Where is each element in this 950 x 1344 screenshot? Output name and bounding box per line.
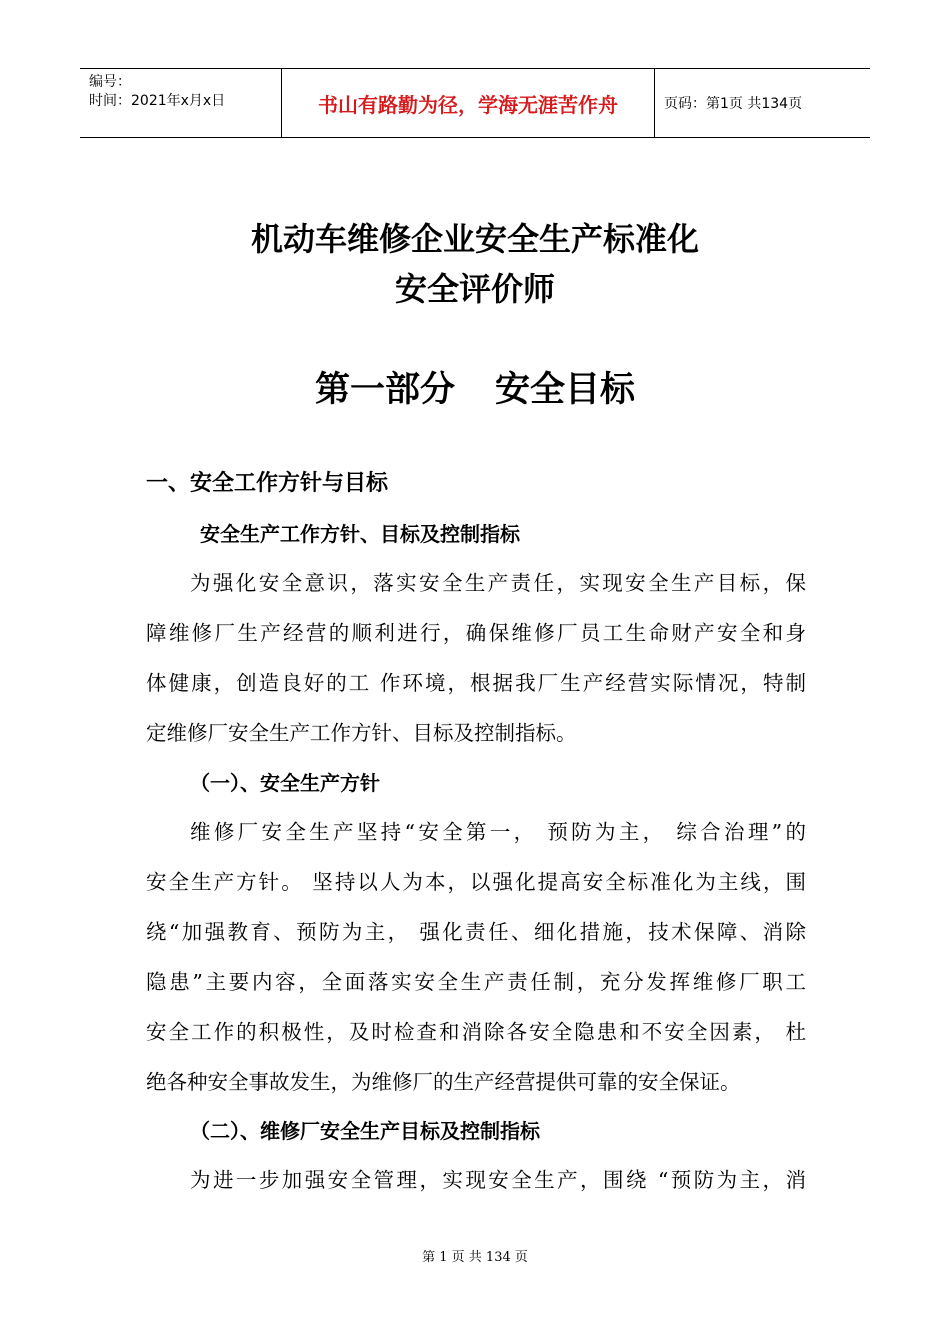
document-subtitle: 安全评价师 xyxy=(394,270,555,308)
text-line: 体健康，创造良好的工 作环境，根据我厂生产经营实际情况，特制 xyxy=(146,671,806,695)
time-label: 时间：2021年x月x日 xyxy=(89,93,226,109)
text-line: 障维修厂生产经营的顺利进行，确保维修厂员工生命财产安全和身 xyxy=(146,621,806,645)
text-line: 为进一步加强安全管理，实现安全生产，围绕 “预防为主，消 xyxy=(190,1168,806,1192)
heading-policy: （一）、安全生产方针 xyxy=(190,771,380,795)
document-title: 机动车维修企业安全生产标准化 xyxy=(250,220,699,258)
text-line: 为强化安全意识，落实安全生产责任，实现安全生产目标，保 xyxy=(190,571,806,595)
number-label: 编号： xyxy=(89,74,131,90)
section-heading: 一、安全工作方针与目标 xyxy=(146,471,389,496)
part-number: 第一部分 xyxy=(314,370,455,410)
text-line: 绕“加强教育、预防为主， 强化责任、细化措施，技术保障、消除 xyxy=(146,920,806,944)
sub-heading: 安全生产工作方针、目标及控制指标 xyxy=(200,522,520,546)
page-info: 页码：第1页 共134页 xyxy=(664,96,803,112)
part-name: 安全目标 xyxy=(495,370,636,410)
header-table xyxy=(80,68,870,138)
text-line: 定维修厂安全生产工作方针、目标及控制指标。 xyxy=(146,721,577,745)
header-motto-cell xyxy=(282,69,655,137)
motto-text: 书山有路勤为径，学海无涯苦作舟 xyxy=(318,92,618,117)
page-footer: 第 1 页 共 134 页 xyxy=(422,1250,528,1265)
paragraph-intro xyxy=(146,558,806,758)
text-line: 维修厂安全生产坚持“安全第一， 预防为主， 综合治理”的 xyxy=(190,820,806,844)
text-line: 绝各种安全事故发生，为维修厂的生产经营提供可靠的安全保证。 xyxy=(146,1070,741,1094)
paragraph-policy xyxy=(146,807,806,1107)
text-line: 安全工作的积极性，及时检查和消除各安全隐患和不安全因素， 杜 xyxy=(146,1020,806,1044)
part-title xyxy=(0,362,950,412)
header-meta-cell xyxy=(80,69,282,137)
heading-targets: （二）、维修厂安全生产目标及控制指标 xyxy=(190,1119,540,1143)
paragraph-targets xyxy=(146,1155,806,1205)
text-line: 安全生产方针。 坚持以人为本，以强化提高安全标准化为主线，围 xyxy=(146,870,806,894)
text-line: 隐患”主要内容，全面落实安全生产责任制，充分发挥维修厂职工 xyxy=(146,970,806,994)
